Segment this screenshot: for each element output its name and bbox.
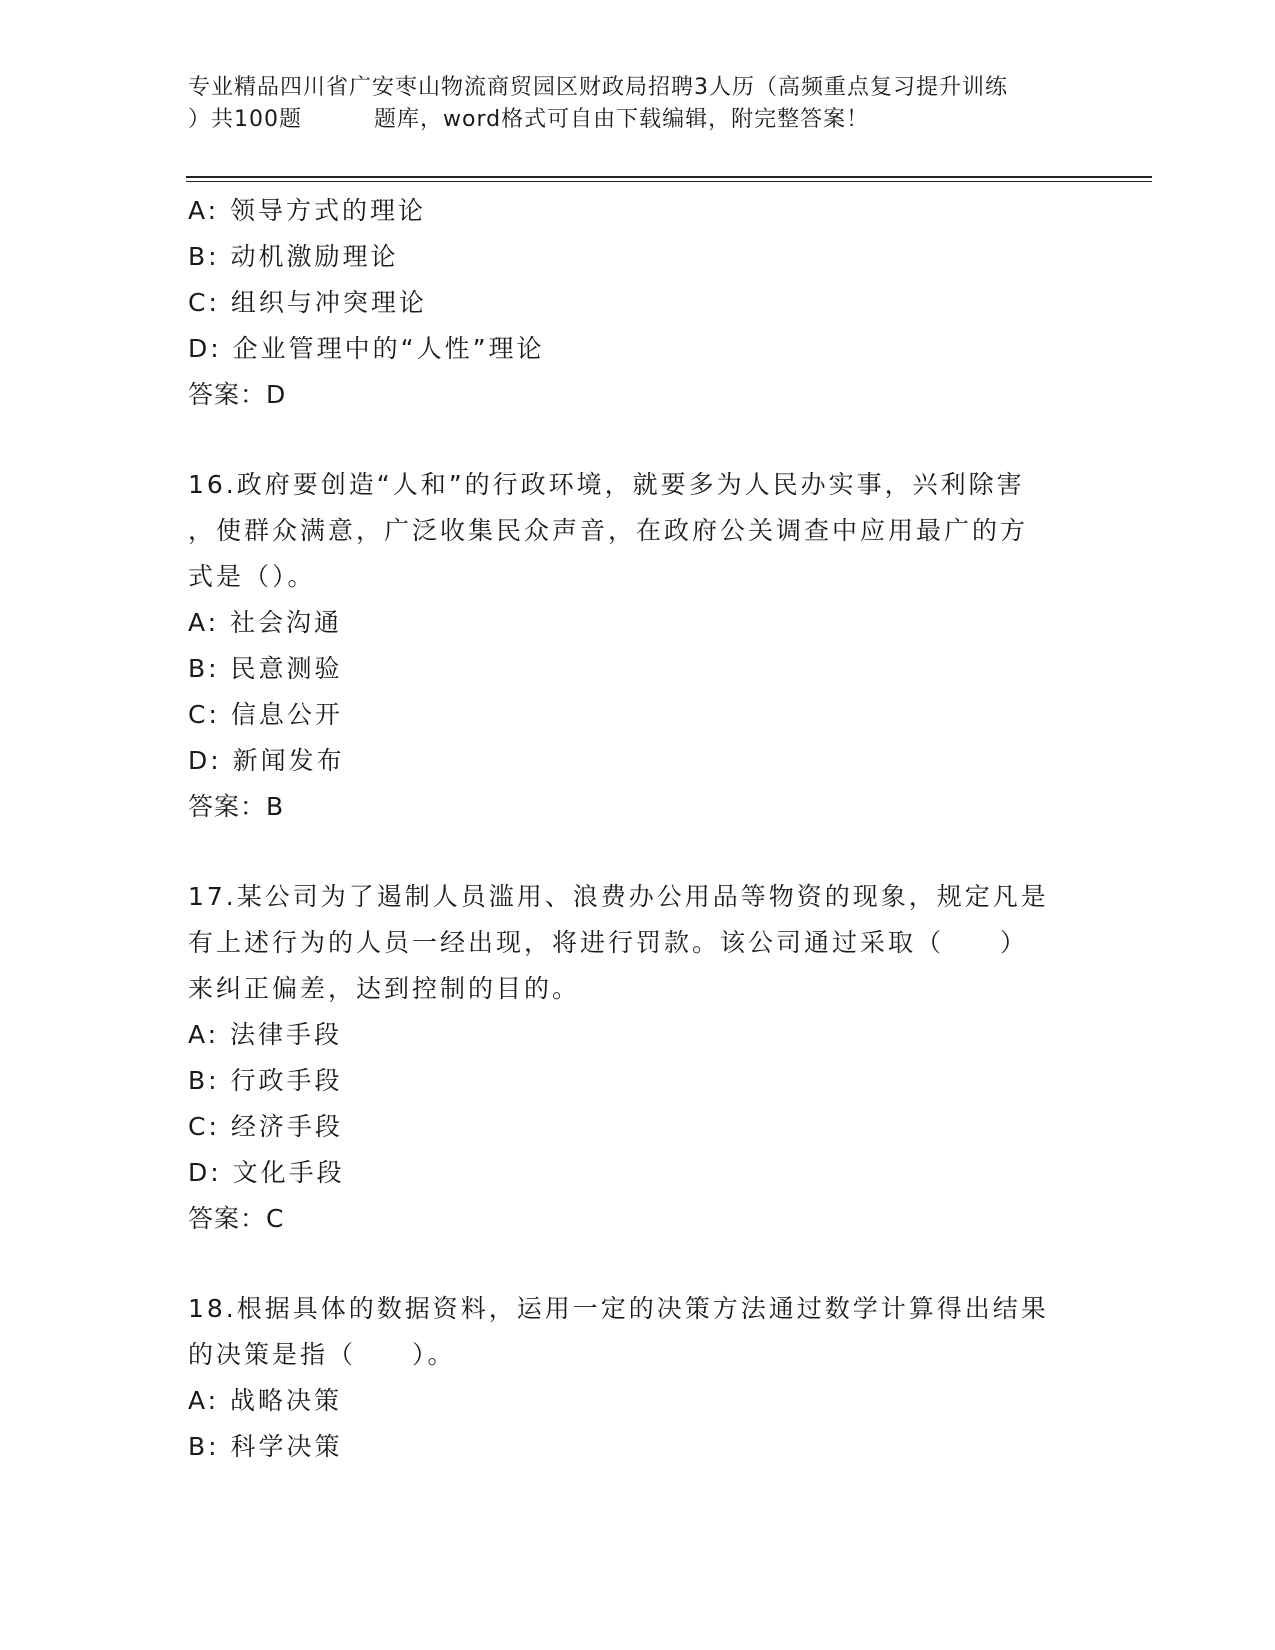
question-text-line: 18.根据具体的数据资料，运用一定的决策方法通过数学计算得出结果 bbox=[188, 1294, 1049, 1323]
question-text-line: 的决策是指（ ）。 bbox=[188, 1340, 456, 1369]
header-title-line-2a: ）共100题 bbox=[188, 107, 302, 132]
option-b: B: 民意测验 bbox=[188, 654, 343, 683]
header-divider-thin bbox=[186, 181, 1152, 182]
option-c: C: 组织与冲突理论 bbox=[188, 288, 427, 317]
option-d: D: 企业管理中的“人性”理论 bbox=[188, 334, 545, 363]
answer-line: 答案：D bbox=[188, 380, 287, 409]
option-a: A: 法律手段 bbox=[188, 1020, 343, 1049]
option-a: A: 战略决策 bbox=[188, 1386, 343, 1415]
question-list bbox=[188, 188, 1088, 1470]
question-text-line: 式是（）。 bbox=[188, 562, 316, 591]
header-title-line-1: 专业精品四川省广安枣山物流商贸园区财政局招聘3人历（高频重点复习提升训练 bbox=[188, 75, 1008, 100]
answer-line: 答案：B bbox=[188, 792, 285, 821]
option-c: C: 经济手段 bbox=[188, 1112, 343, 1141]
header-divider-thick bbox=[186, 176, 1152, 178]
question-17 bbox=[188, 874, 1088, 1242]
header-title-line-2b: 题库，word格式可自由下载编辑，附完整答案！ bbox=[374, 107, 870, 132]
option-b: B: 行政手段 bbox=[188, 1066, 343, 1095]
question-15-options bbox=[188, 188, 1088, 418]
option-d: D: 文化手段 bbox=[188, 1158, 345, 1187]
question-text-line: 来纠正偏差，达到控制的目的。 bbox=[188, 974, 581, 1003]
option-c: C: 信息公开 bbox=[188, 700, 343, 729]
option-d: D: 新闻发布 bbox=[188, 746, 345, 775]
question-text-line: 有上述行为的人员一经出现，将进行罚款。该公司通过采取（ ） bbox=[188, 928, 1029, 957]
question-text-line: 17.某公司为了遏制人员滥用、浪费办公用品等物资的现象，规定凡是 bbox=[188, 882, 1049, 911]
option-b: B: 动机激励理论 bbox=[188, 242, 399, 271]
question-text-line: 16.政府要创造“人和”的行政环境，就要多为人民办实事，兴利除害 bbox=[188, 470, 1025, 499]
header-title-line-2 bbox=[188, 104, 1088, 136]
option-a: A: 社会沟通 bbox=[188, 608, 343, 637]
option-b: B: 科学决策 bbox=[188, 1432, 343, 1461]
option-a: A: 领导方式的理论 bbox=[188, 196, 427, 225]
question-16 bbox=[188, 462, 1088, 830]
document-header bbox=[188, 72, 1088, 136]
question-text-line: ，使群众满意，广泛收集民众声音，在政府公关调查中应用最广的方 bbox=[188, 516, 1029, 545]
answer-line: 答案：C bbox=[188, 1204, 285, 1233]
question-18 bbox=[188, 1286, 1088, 1470]
